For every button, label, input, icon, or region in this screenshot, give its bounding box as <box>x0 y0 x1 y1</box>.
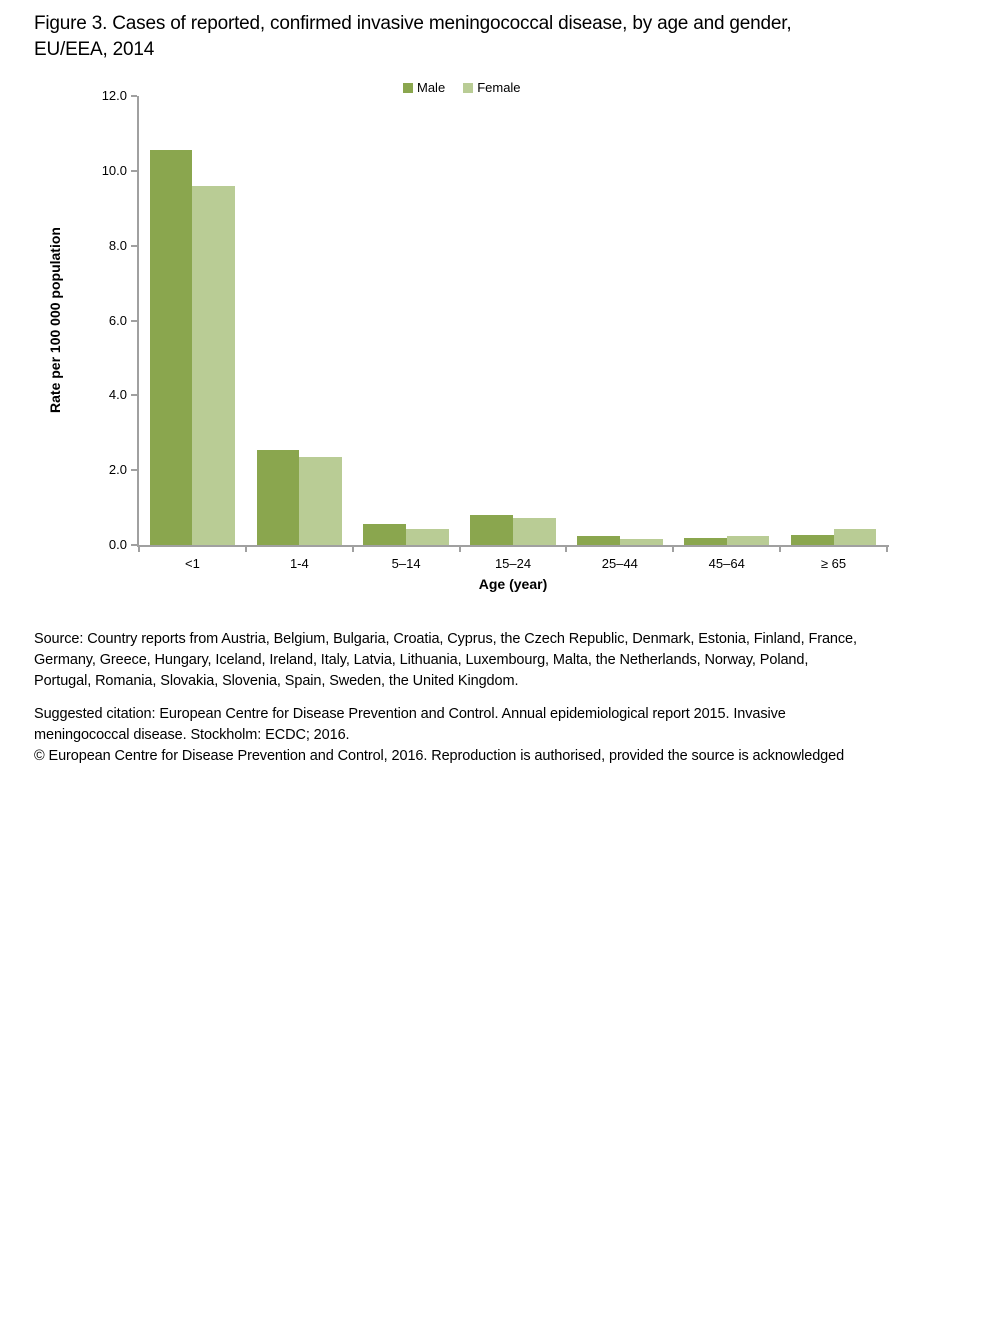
x-tick-mark <box>565 547 567 552</box>
citation-line: Suggested citation: European Centre for Disease Prevention and Control. Annual epidemiological report 2015. Invasive <box>34 706 786 722</box>
source-note <box>34 629 857 692</box>
female-series-swatch-icon <box>463 83 473 93</box>
y-tick-label: 2.0 <box>108 462 127 478</box>
x-tick-label-0: <1 <box>185 556 200 571</box>
y-tick-mark <box>131 170 137 172</box>
source-line: Source: Country reports from Austria, Belgium, Bulgaria, Croatia, Cyprus, the Czech Republic, Denmark, Estonia, Finland, France, <box>34 631 857 647</box>
source-line: Portugal, Romania, Slovakia, Slovenia, Spain, Sweden, the United Kingdom. <box>34 673 519 689</box>
x-tick-label-1: 1-4 <box>289 556 309 571</box>
bar-male-6 <box>791 535 834 546</box>
y-tick-label: 4.0 <box>108 387 127 403</box>
y-tick-label: 8.0 <box>108 237 127 253</box>
legend-item-male <box>403 80 445 95</box>
bar-female-4 <box>620 539 663 545</box>
x-tick-mark <box>459 547 461 552</box>
y-axis-line <box>137 96 139 547</box>
y-tick-label: 12.0 <box>101 88 127 103</box>
citation-line: meningococcal disease. Stockholm: ECDC; 2016. <box>34 727 350 743</box>
x-tick-label-2: 5–14 <box>391 556 421 571</box>
x-tick-label-3: 15–24 <box>494 556 532 571</box>
figure-title-line-1: Figure 3. Cases of reported, confirmed invasive meningococcal disease, by age and gender, <box>34 13 792 34</box>
bar-male-4 <box>577 536 620 545</box>
bar-male-0 <box>150 150 193 545</box>
chart-legend <box>403 80 521 95</box>
bar-male-3 <box>470 515 513 545</box>
bar-male-1 <box>257 450 300 545</box>
x-tick-mark <box>138 547 140 552</box>
y-tick-mark <box>131 394 137 396</box>
citation-note <box>34 704 844 767</box>
y-tick-mark <box>131 245 137 247</box>
x-tick-mark <box>886 547 888 552</box>
male-series-swatch-icon <box>403 83 413 93</box>
bar-female-1 <box>299 457 342 545</box>
legend-label-female: Female <box>477 80 521 95</box>
bar-female-2 <box>406 529 449 546</box>
legend-item-female <box>463 80 520 95</box>
x-tick-mark <box>352 547 354 552</box>
citation-line: © European Centre for Disease Prevention and Control, 2016. Reproduction is authorised, provided the source is acknowledged <box>34 748 845 764</box>
y-tick-label: 0.0 <box>108 537 127 552</box>
bar-female-3 <box>513 518 556 545</box>
y-tick-mark <box>131 320 137 322</box>
bar-male-5 <box>684 538 727 546</box>
y-tick-mark <box>131 544 137 546</box>
x-tick-mark <box>245 547 247 552</box>
bar-female-0 <box>192 186 235 545</box>
y-tick-label: 6.0 <box>108 312 127 328</box>
bar-female-6 <box>834 529 877 546</box>
bar-female-5 <box>727 536 770 545</box>
x-axis-title: Age (year) <box>478 576 548 592</box>
legend-label-male: Male <box>417 80 446 95</box>
x-tick-label-6: ≥ 65 <box>820 556 847 571</box>
bar-chart <box>0 0 1008 620</box>
y-tick-mark <box>131 469 137 471</box>
x-tick-label-5: 45–64 <box>708 556 745 571</box>
bar-male-2 <box>363 524 406 545</box>
x-axis-line <box>137 545 889 547</box>
x-tick-mark <box>779 547 781 552</box>
figure-title-line-2: EU/EEA, 2014 <box>34 39 155 60</box>
source-line: Germany, Greece, Hungary, Iceland, Ireland, Italy, Latvia, Lithuania, Luxembourg, Malta, the Netherlands, Norway, Poland, <box>34 652 809 668</box>
x-tick-mark <box>672 547 674 552</box>
y-tick-mark <box>131 95 137 97</box>
x-tick-label-4: 25–44 <box>601 556 638 571</box>
y-axis-title: Rate per 100 000 population <box>47 227 63 413</box>
y-tick-label: 10.0 <box>101 162 127 178</box>
